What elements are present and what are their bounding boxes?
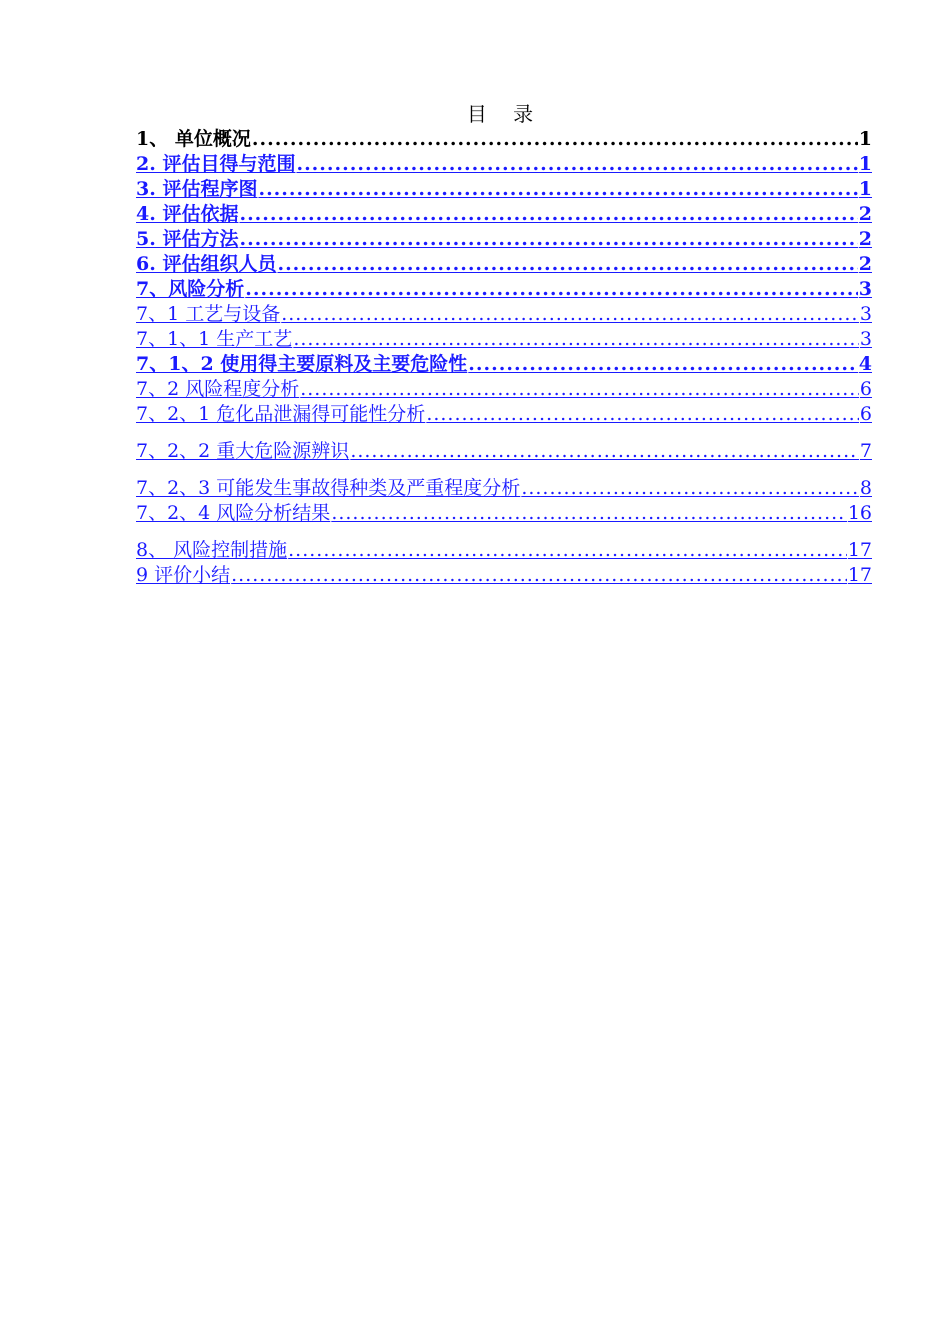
toc-entry-6[interactable] — [136, 249, 872, 275]
toc-page-number[interactable]: 7 — [859, 440, 872, 462]
toc-leader — [252, 128, 858, 150]
toc-leader[interactable] — [293, 328, 859, 350]
toc-entry-9[interactable] — [136, 324, 872, 350]
toc-page-number[interactable]: 3 — [859, 328, 872, 350]
toc-leader[interactable] — [331, 502, 847, 524]
toc-leader[interactable] — [300, 378, 859, 400]
toc-entry-label[interactable]: 7、2、4 风险分析结果 — [136, 502, 331, 524]
toc-page-number[interactable]: 4 — [858, 353, 872, 375]
toc-page-number[interactable]: 6 — [859, 378, 872, 400]
toc-entry-10[interactable] — [136, 349, 872, 375]
toc-entry-label[interactable]: 7、1 工艺与设备 — [136, 303, 281, 325]
toc-leader[interactable] — [277, 253, 857, 275]
toc-page-number[interactable]: 17 — [847, 564, 872, 586]
toc-page-number[interactable]: 17 — [847, 539, 872, 561]
toc-leader[interactable] — [521, 477, 859, 499]
toc-page-number[interactable]: 3 — [859, 303, 872, 325]
toc-entry-1 — [136, 124, 872, 150]
toc-entry-4[interactable] — [136, 199, 872, 225]
toc-page-number[interactable]: 8 — [859, 477, 872, 499]
toc-entry-label[interactable]: 7、2、2 重大危险源辨识 — [136, 440, 350, 462]
toc-entry-8[interactable] — [136, 299, 872, 325]
toc-page-number[interactable]: 2 — [858, 203, 872, 225]
toc-leader[interactable] — [245, 278, 858, 300]
toc-leader[interactable] — [239, 203, 857, 225]
toc-entry-label[interactable]: 3. 评估程序图 — [136, 178, 258, 200]
toc-entry-12[interactable] — [136, 399, 872, 425]
toc-entry-label[interactable]: 7、2 风险程度分析 — [136, 378, 300, 400]
toc-leader[interactable] — [468, 353, 857, 375]
toc-leader[interactable] — [350, 440, 859, 462]
toc-entry-3[interactable] — [136, 174, 872, 200]
toc-page-number[interactable]: 2 — [858, 253, 872, 275]
toc-entry-2[interactable] — [136, 149, 872, 175]
toc-entry-label[interactable]: 7、1、1 生产工艺 — [136, 328, 293, 350]
toc-page-number[interactable]: 16 — [847, 502, 872, 524]
toc-page-number[interactable]: 1 — [858, 153, 872, 175]
toc-entry-label[interactable]: 7、2、1 危化品泄漏得可能性分析 — [136, 403, 426, 425]
toc-leader[interactable] — [258, 178, 857, 200]
toc-entry-label[interactable]: 7、1、2 使用得主要原料及主要危险性 — [136, 353, 468, 375]
toc-entry-label[interactable]: 4. 评估依据 — [136, 203, 239, 225]
toc-entry-label[interactable]: 6. 评估组织人员 — [136, 253, 277, 275]
toc-entry-16[interactable] — [136, 535, 872, 561]
toc-entry-15[interactable] — [136, 498, 872, 524]
toc-leader[interactable] — [281, 303, 859, 325]
toc-entry-label[interactable]: 9 评价小结 — [136, 564, 231, 586]
toc-entry-label[interactable]: 5. 评估方法 — [136, 228, 239, 250]
toc-entry-label[interactable]: 8、 风险控制措施 — [136, 539, 288, 561]
toc-entry-label: 1、 单位概况 — [136, 128, 251, 150]
toc-page-number[interactable]: 1 — [858, 178, 872, 200]
toc-entry-label[interactable]: 7、2、3 可能发生事故得种类及严重程度分析 — [136, 477, 521, 499]
toc-page-number[interactable]: 2 — [858, 228, 872, 250]
toc-entry-label[interactable]: 2. 评估目得与范围 — [136, 153, 296, 175]
toc-entry-13[interactable] — [136, 436, 872, 462]
toc-page-number: 1 — [858, 128, 872, 150]
toc-page-number[interactable]: 3 — [858, 278, 872, 300]
toc-page-number[interactable]: 6 — [859, 403, 872, 425]
toc-leader[interactable] — [239, 228, 857, 250]
toc-entry-11[interactable] — [136, 374, 872, 400]
toc-leader[interactable] — [231, 564, 847, 586]
toc-entry-7[interactable] — [136, 274, 872, 300]
toc-entry-label[interactable]: 7、风险分析 — [136, 278, 245, 300]
toc-entry-14[interactable] — [136, 473, 872, 499]
toc-entry-5[interactable] — [136, 224, 872, 250]
toc-leader[interactable] — [296, 153, 857, 175]
toc-entry-17[interactable] — [136, 560, 872, 586]
toc-leader[interactable] — [288, 539, 847, 561]
toc-title: 目 录 — [466, 102, 544, 126]
toc-leader[interactable] — [426, 403, 859, 425]
